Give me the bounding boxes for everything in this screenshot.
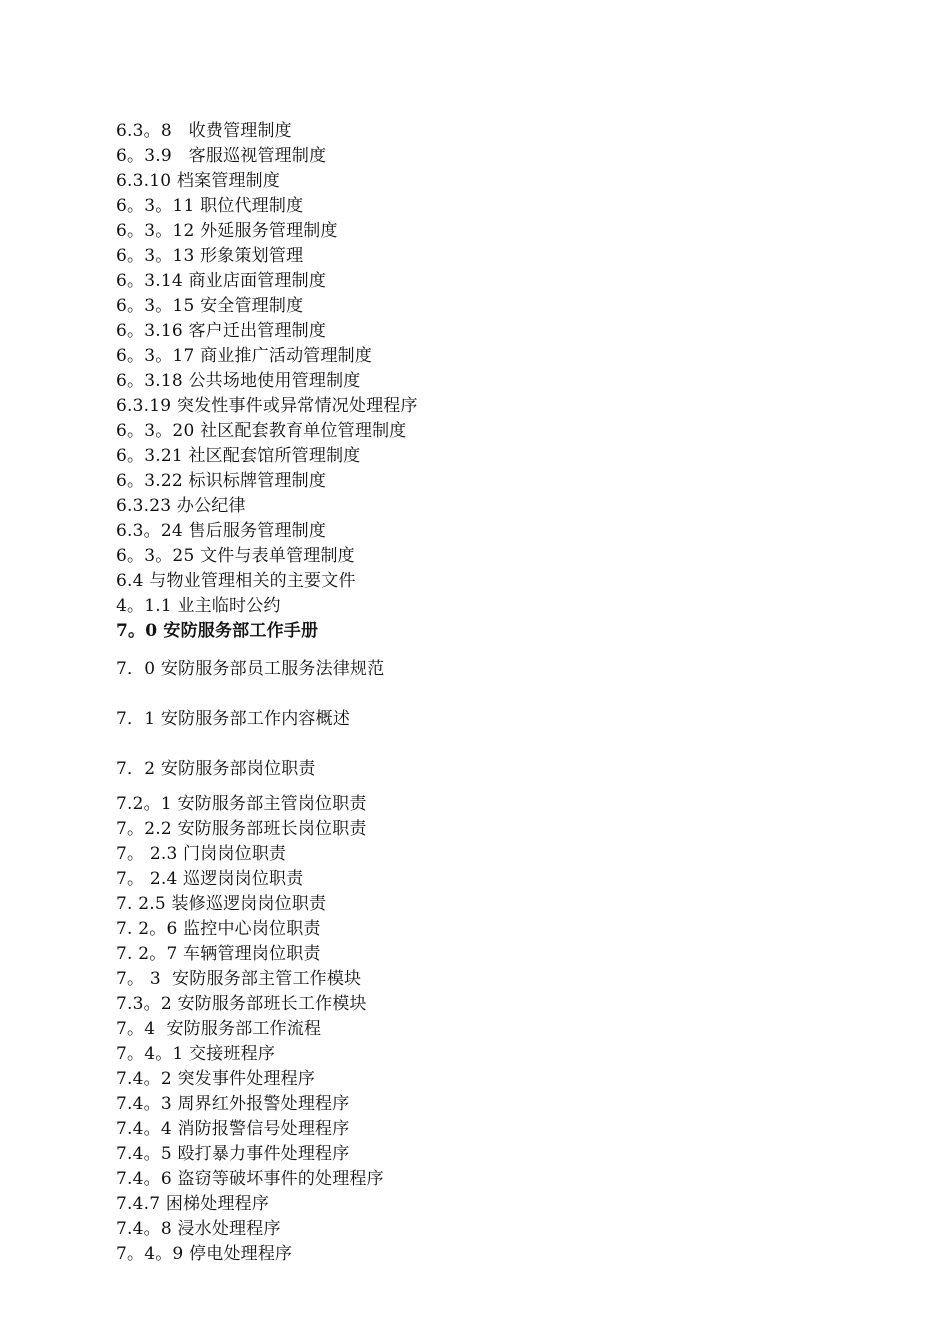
toc-line-7-4-6: 7.4。6 盗窃等破坏事件的处理程序 <box>116 1169 384 1189</box>
section-heading-7-0: 7。0 安防服务部工作手册 <box>116 621 319 641</box>
toc-line-6-3-9: 6。3.9 客服巡视管理制度 <box>116 146 327 166</box>
toc-line-6-3-8: 6.3。8 收费管理制度 <box>116 121 292 141</box>
toc-line-7-2-2: 7。2.2 安防服务部班长岗位职责 <box>116 819 367 839</box>
toc-line-6-3-20: 6。3。20 社区配套教育单位管理制度 <box>116 421 407 441</box>
toc-line-7-0: 7．0 安防服务部员工服务法律规范 <box>116 659 385 679</box>
toc-line-6-4: 6.4 与物业管理相关的主要文件 <box>116 571 356 591</box>
toc-line-7-4-3: 7.4。3 周界红外报警处理程序 <box>116 1094 350 1114</box>
toc-line-6-3-19: 6.3.19 突发性事件或异常情况处理程序 <box>116 396 418 416</box>
toc-line-7-3-2: 7.3。2 安防服务部班长工作模块 <box>116 994 367 1014</box>
toc-line-7-4-7: 7.4.7 困梯处理程序 <box>116 1194 270 1214</box>
toc-line-7-3: 7。 3 安防服务部主管工作模块 <box>116 969 362 989</box>
toc-line-4-1-1: 4。1.1 业主临时公约 <box>116 596 281 616</box>
toc-line-7-2-3: 7。 2.3 门岗岗位职责 <box>116 844 287 864</box>
toc-line-6-3-18: 6。3.18 公共场地使用管理制度 <box>116 371 361 391</box>
toc-line-7-2-7: 7. 2。7 车辆管理岗位职责 <box>116 944 321 964</box>
toc-line-7-4-1: 7。4。1 交接班程序 <box>116 1044 276 1064</box>
toc-line-6-3-12: 6。3。12 外延服务管理制度 <box>116 221 338 241</box>
toc-line-6-3-21: 6。3.21 社区配套馆所管理制度 <box>116 446 361 466</box>
toc-line-6-3-25: 6。3。25 文件与表单管理制度 <box>116 546 355 566</box>
toc-line-7-4: 7。4 安防服务部工作流程 <box>116 1019 322 1039</box>
toc-line-7-4-2: 7.4。2 突发事件处理程序 <box>116 1069 316 1089</box>
toc-line-6-3-17: 6。3。17 商业推广活动管理制度 <box>116 346 373 366</box>
toc-line-7-2-6: 7. 2。6 监控中心岗位职责 <box>116 919 321 939</box>
toc-line-6-3-15: 6。3。15 安全管理制度 <box>116 296 304 316</box>
toc-line-6-3-22: 6。3.22 标识标牌管理制度 <box>116 471 327 491</box>
toc-line-7-2: 7．2 安防服务部岗位职责 <box>116 759 316 779</box>
toc-line-6-3-13: 6。3。13 形象策划管理 <box>116 246 304 266</box>
toc-line-7-4-9: 7。4。9 停电处理程序 <box>116 1244 293 1264</box>
toc-line-6-3-14: 6。3.14 商业店面管理制度 <box>116 271 327 291</box>
toc-line-7-2-1: 7.2。1 安防服务部主管岗位职责 <box>116 794 367 814</box>
toc-line-7-1: 7．1 安防服务部工作内容概述 <box>116 709 351 729</box>
toc-line-7-4-4: 7.4。4 消防报警信号处理程序 <box>116 1119 350 1139</box>
toc-line-6-3-16: 6。3.16 客户迁出管理制度 <box>116 321 327 341</box>
toc-line-7-2-5: 7. 2.5 装修巡逻岗岗位职责 <box>116 894 327 914</box>
toc-line-6-3-23: 6.3.23 办公纪律 <box>116 496 246 516</box>
toc-line-6-3-11: 6。3。11 职位代理制度 <box>116 196 304 216</box>
toc-line-6-3-10: 6.3.10 档案管理制度 <box>116 171 281 191</box>
toc-line-7-4-5: 7.4。5 殴打暴力事件处理程序 <box>116 1144 350 1164</box>
toc-line-7-2-4: 7。 2.4 巡逻岗岗位职责 <box>116 869 304 889</box>
toc-line-7-4-8: 7.4。8 浸水处理程序 <box>116 1219 281 1239</box>
toc-line-6-3-24: 6.3。24 售后服务管理制度 <box>116 521 327 541</box>
